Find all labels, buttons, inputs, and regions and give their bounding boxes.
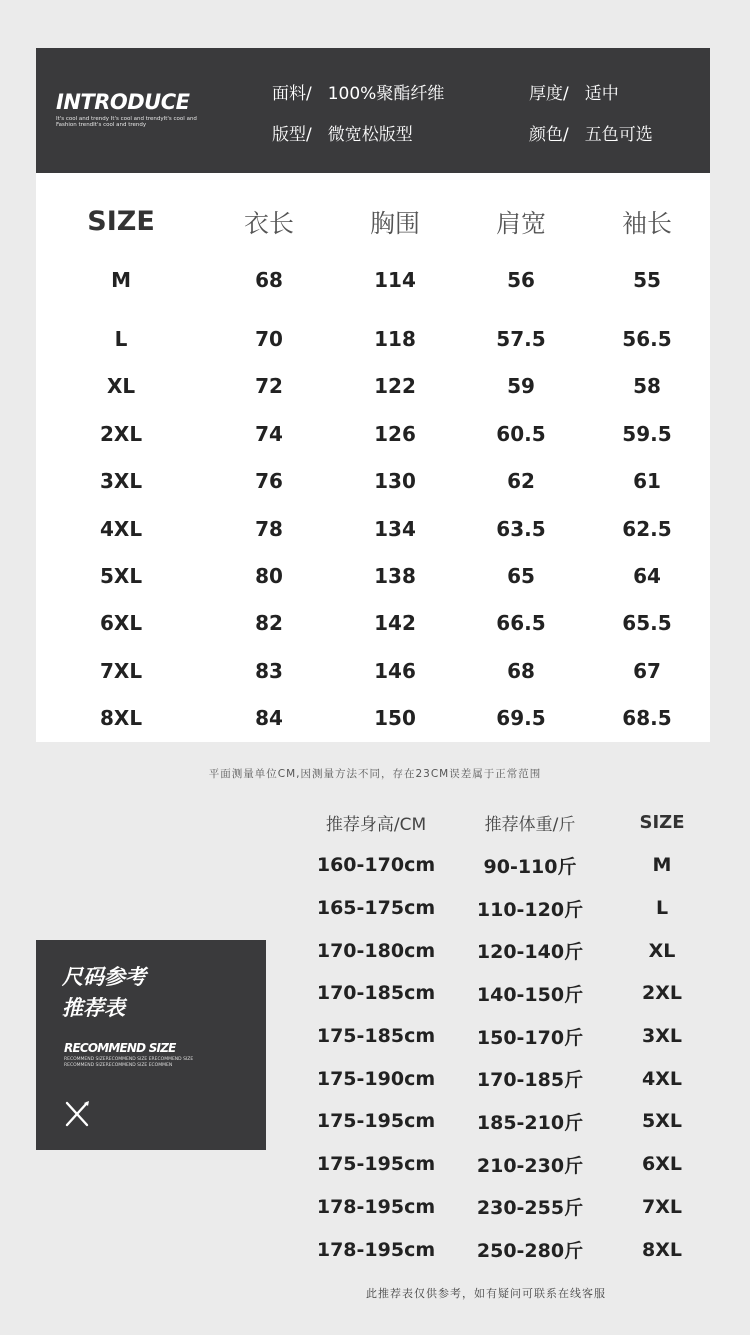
measure-note: 平面测量单位CM,因测量方法不同，存在23CM误差属于正常范围 [208, 768, 542, 780]
cell-size: 3XL [642, 1025, 682, 1048]
cell-size: XL [106, 374, 136, 399]
cell-size: M [652, 854, 672, 877]
header-weight: 推荐体重/斤 [484, 814, 576, 835]
recommend-subtitle: RECOMMEND SIZE [64, 1041, 176, 1055]
crossed-pencils-icon [64, 1100, 90, 1128]
table-row [36, 268, 710, 315]
recommend-table [300, 800, 716, 1271]
table-row [300, 1015, 716, 1058]
cell-size: L [655, 897, 669, 920]
recommend-title: 尺码参考 推荐表 [62, 965, 146, 1020]
spec-value: 五色可选 [584, 125, 653, 145]
cell-length: 76 [255, 469, 283, 494]
spec-key: 颜色/ [529, 125, 569, 145]
cell-sleeve: 65.5 [622, 611, 672, 636]
spec-value: 适中 [584, 84, 619, 104]
cell-length: 82 [255, 611, 283, 636]
spec-key: 版型/ [272, 125, 312, 145]
cell-length: 83 [255, 658, 283, 683]
cell-shoulder: 60.5 [496, 421, 546, 446]
cell-length: 74 [255, 421, 283, 446]
cell-size: XL [648, 939, 676, 962]
intro-title: INTRODUCE [56, 90, 190, 114]
cell-height: 175-190cm [316, 1067, 436, 1090]
spec-value: 100%聚酯纤维 [327, 84, 445, 104]
cell-sleeve: 64 [633, 564, 661, 589]
cell-height: 160-170cm [316, 854, 436, 877]
cell-height: 178-195cm [316, 1195, 436, 1218]
cell-size: 7XL [642, 1195, 682, 1218]
header-length: 衣长 [244, 208, 295, 238]
table-row [300, 1228, 716, 1271]
cell-weight: 185-210斤 [476, 1111, 584, 1134]
spec-thickness [529, 79, 619, 104]
cell-length: 72 [255, 374, 283, 399]
table-row [300, 1057, 716, 1100]
table-row [300, 1186, 716, 1229]
table-row [36, 552, 710, 599]
cell-height: 165-175cm [316, 897, 436, 920]
cell-size: 5XL [642, 1110, 682, 1133]
cell-chest: 130 [374, 469, 416, 494]
header-sleeve: 袖长 [621, 208, 672, 238]
cell-size: 4XL [642, 1067, 682, 1090]
cell-weight: 110-120斤 [476, 898, 584, 921]
header-chest: 胸围 [370, 208, 421, 238]
table-row [36, 695, 710, 742]
spec-fit [272, 120, 413, 145]
cell-chest: 142 [374, 611, 416, 636]
cell-shoulder: 66.5 [496, 611, 546, 636]
cell-weight: 230-255斤 [476, 1197, 584, 1220]
recommend-card [36, 940, 266, 1150]
header-shoulder: 肩宽 [495, 208, 546, 238]
table-row [300, 929, 716, 972]
cell-size: 5XL [99, 564, 143, 589]
table-row [36, 363, 710, 410]
header-size: SIZE [87, 206, 155, 237]
spec-color [529, 120, 653, 145]
table-row [36, 458, 710, 505]
cell-weight: 170-185斤 [476, 1069, 584, 1092]
cell-sleeve: 59.5 [622, 421, 672, 446]
cell-shoulder: 69.5 [496, 706, 546, 731]
cell-weight: 140-150斤 [476, 983, 584, 1006]
cell-size: L [114, 327, 128, 352]
cell-sleeve: 56.5 [622, 327, 672, 352]
cell-length: 78 [255, 516, 283, 541]
cell-size: 6XL [642, 1153, 682, 1176]
cell-size: 4XL [99, 516, 143, 541]
cell-chest: 122 [374, 374, 416, 399]
table-row [300, 844, 716, 887]
cell-size: 7XL [99, 658, 143, 683]
cell-weight: 150-170斤 [476, 1026, 584, 1049]
cell-length: 80 [255, 564, 283, 589]
table-row [36, 600, 710, 647]
cell-weight: 90-110斤 [483, 855, 577, 878]
cell-shoulder: 56 [507, 268, 535, 292]
recommend-header-row [300, 800, 716, 844]
cell-chest: 134 [374, 516, 416, 541]
cell-size: 8XL [642, 1238, 682, 1261]
cell-shoulder: 63.5 [496, 516, 546, 541]
cell-shoulder: 57.5 [496, 327, 546, 352]
cell-height: 170-180cm [316, 939, 436, 962]
cell-weight: 120-140斤 [476, 941, 584, 964]
spec-value: 微宽松版型 [327, 125, 413, 145]
cell-chest: 114 [374, 268, 416, 292]
size-chart-panel [36, 173, 710, 742]
cell-length: 84 [255, 706, 283, 731]
cell-size: 3XL [99, 469, 143, 494]
cell-weight: 250-280斤 [476, 1240, 584, 1263]
table-row [300, 887, 716, 930]
cell-shoulder: 65 [507, 564, 535, 589]
cell-chest: 146 [374, 658, 416, 683]
intro-subtitle: It's cool and trendy It's cool and trendyIt's cool and Fashion trendIt's cool and trendy [56, 116, 197, 128]
spec-key: 面料/ [272, 84, 312, 104]
size-chart-table [36, 173, 710, 742]
cell-height: 178-195cm [316, 1238, 436, 1261]
spec-key: 厚度/ [529, 84, 569, 104]
cell-chest: 150 [374, 706, 416, 731]
cell-sleeve: 62.5 [622, 516, 672, 541]
cell-sleeve: 58 [633, 374, 661, 399]
cell-sleeve: 61 [633, 469, 661, 494]
cell-height: 175-195cm [316, 1153, 436, 1176]
cell-height: 175-185cm [316, 1025, 436, 1048]
cell-shoulder: 59 [507, 374, 535, 399]
cell-length: 70 [255, 327, 283, 352]
cell-shoulder: 68 [507, 658, 535, 683]
cell-weight: 210-230斤 [476, 1154, 584, 1177]
cell-size: 2XL [99, 421, 143, 446]
cell-sleeve: 55 [633, 268, 661, 292]
header-height: 推荐身高/CM [325, 814, 427, 835]
size-chart-header-row [36, 173, 710, 268]
cell-chest: 138 [374, 564, 416, 589]
cell-sleeve: 67 [633, 658, 661, 683]
cell-shoulder: 62 [507, 469, 535, 494]
cell-chest: 126 [374, 421, 416, 446]
table-row [300, 1143, 716, 1186]
table-row [36, 315, 710, 362]
cell-sleeve: 68.5 [622, 706, 672, 731]
spec-fabric [272, 79, 444, 104]
cell-chest: 118 [374, 327, 416, 352]
cell-size: 8XL [99, 706, 143, 731]
cell-length: 68 [255, 268, 283, 292]
table-row [300, 972, 716, 1015]
intro-banner [36, 48, 710, 173]
cell-height: 170-185cm [316, 982, 436, 1005]
table-row [36, 505, 710, 552]
cell-height: 175-195cm [316, 1110, 436, 1133]
footer-note: 此推荐表仅供参考，如有疑问可联系在线客服 [366, 1287, 606, 1300]
table-row [36, 410, 710, 457]
cell-size: 6XL [99, 611, 143, 636]
recommend-small-text: RECOMMEND SIZERECOMMEND SIZE ERECOMMEND SIZE RECOMMEND SIZERECOMMEND SIZE ECOMMEN [64, 1057, 194, 1068]
table-row [300, 1100, 716, 1143]
header-size: SIZE [639, 811, 685, 833]
cell-size: 2XL [642, 982, 682, 1005]
cell-size: M [111, 268, 131, 292]
table-row [36, 647, 710, 694]
